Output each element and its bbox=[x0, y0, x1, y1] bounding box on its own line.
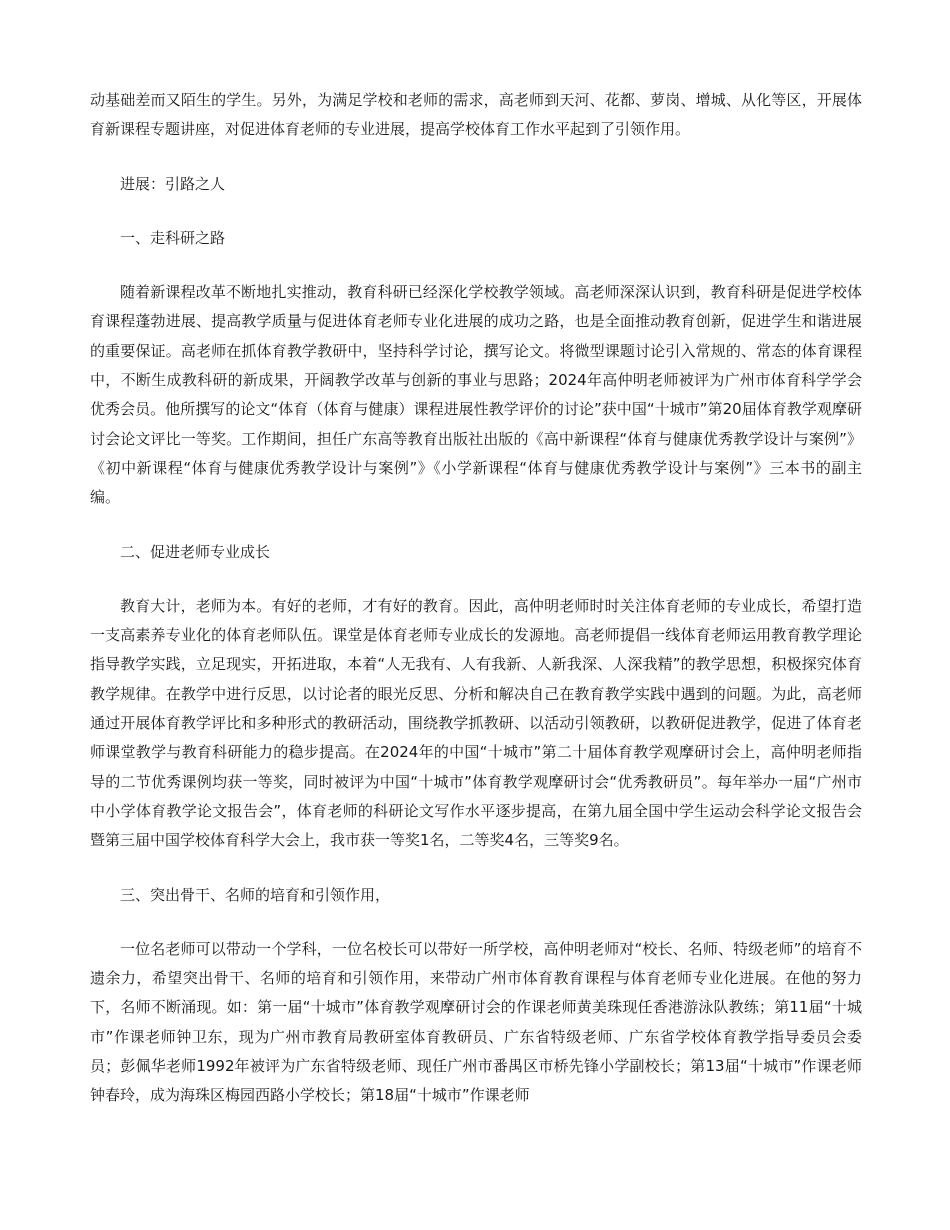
paragraph-research: 随着新课程改革不断地扎实推动，教育科研已经深化学校教学领域。高老师深深认识到，教育科研是促进学校体育课程蓬勃进展、提高教学质量与促进体育老师专业化进展的成功之路，也是全面推动教育创新，促进学生和谐进展的重要保证。高老师在抓体育教学教研中，坚持科学讨论，撰写论文。将微型课题讨论引入常规的、常态的体育课程中，不断生成教科研的新成果，开阔教学改革与创新的事业与思路；2024年高仲明老师被评为广州市体育科学学会优秀会员。他所撰写的论文“体育（体育与健康）课程进展性教学评价的讨论”获中国“十城市”第20届体育教学观摩研讨会论文评比一等奖。工作期间，担任广东高等教育出版社出版的《高中新课程“体育与健康优秀教学设计与案例”》《初中新课程“体育与健康优秀教学设计与案例”》《小学新课程“体育与健康优秀教学设计与案例”》三本书的副主编。 bbox=[90, 283, 862, 507]
paragraph-teacher-growth: 教育大计，老师为本。有好的老师，才有好的教育。因此，高仲明老师时时关注体育老师的专业成长，希望打造一支高素养专业化的体育老师队伍。课堂是体育老师专业成长的发源地。高老师提倡一线体育老师运用教育教学理论指导教学实践，立足现实，开拓进取，本着“人无我有、人有我新、人新我深、人深我精”的教学思想，积极探究体育教学规律。在教学中进行反思，以讨论者的眼光反思、分析和解决自己在教育教学实践中遇到的问题。为此，高老师通过开展体育教学评比和多种形式的教研活动，围绕教学抓教研、以活动引领教研，以教研促进教学，促进了体育老师课堂教学与教育科研能力的稳步提高。在2024年的中国“十城市”第二十届体育教学观摩研讨会上，高仲明老师指导的二节优秀课例均获一等奖，同时被评为中国“十城市”体育教学观摩研讨会“优秀教研员”。每年举办一届“广州市中小学体育教学论文报告会”，体育老师的科研论文写作水平逐步提高，在第九届全国中学生运动会科学论文报告会暨第三届中国学校体育科学大会上，我市获一等奖1名，二等奖4名，三等奖9名。 bbox=[90, 596, 862, 850]
heading-research: 一、走科研之路 bbox=[120, 228, 226, 247]
section-title: 进展：引路之人 bbox=[120, 174, 226, 193]
document-body bbox=[90, 86, 862, 1136]
continuation-paragraph: 动基础差而又陌生的学生。另外，为满足学校和老师的需求，高老师到天河、花都、萝岗、增城、从化等区，开展体育新课程专题讲座，对促进体育老师的专业进展，提高学校体育工作水平起到了引领作用。 bbox=[90, 91, 862, 139]
heading-teacher-growth: 二、促进老师专业成长 bbox=[120, 542, 271, 561]
heading-backbone-teachers: 三、突出骨干、名师的培育和引领作用， bbox=[120, 885, 391, 904]
paragraph-backbone-teachers: 一位名老师可以带动一个学科，一位名校长可以带好一所学校，高仲明老师对“校长、名师、特级老师”的培育不遗余力，希望突出骨干、名师的培育和引领作用，来带动广州市体育教育课程与体育老师专业化进展。在他的努力下，名师不断涌现。如：第一届“十城市”体育教学观摩研讨会的作课老师黄美珠现任香港游泳队教练；第11届“十城市”作课老师钟卫东，现为广州市教育局教研室体育教研员、广东省特级老师、广东省学校体育教学指导委员会委员；彭佩华老师1992年被评为广东省特级老师、现任广州市番禺区市桥先锋小学副校长；第13届“十城市”作课老师钟春玲，成为海珠区梅园西路小学校长；第18届“十城市”作课老师 bbox=[90, 939, 862, 1105]
